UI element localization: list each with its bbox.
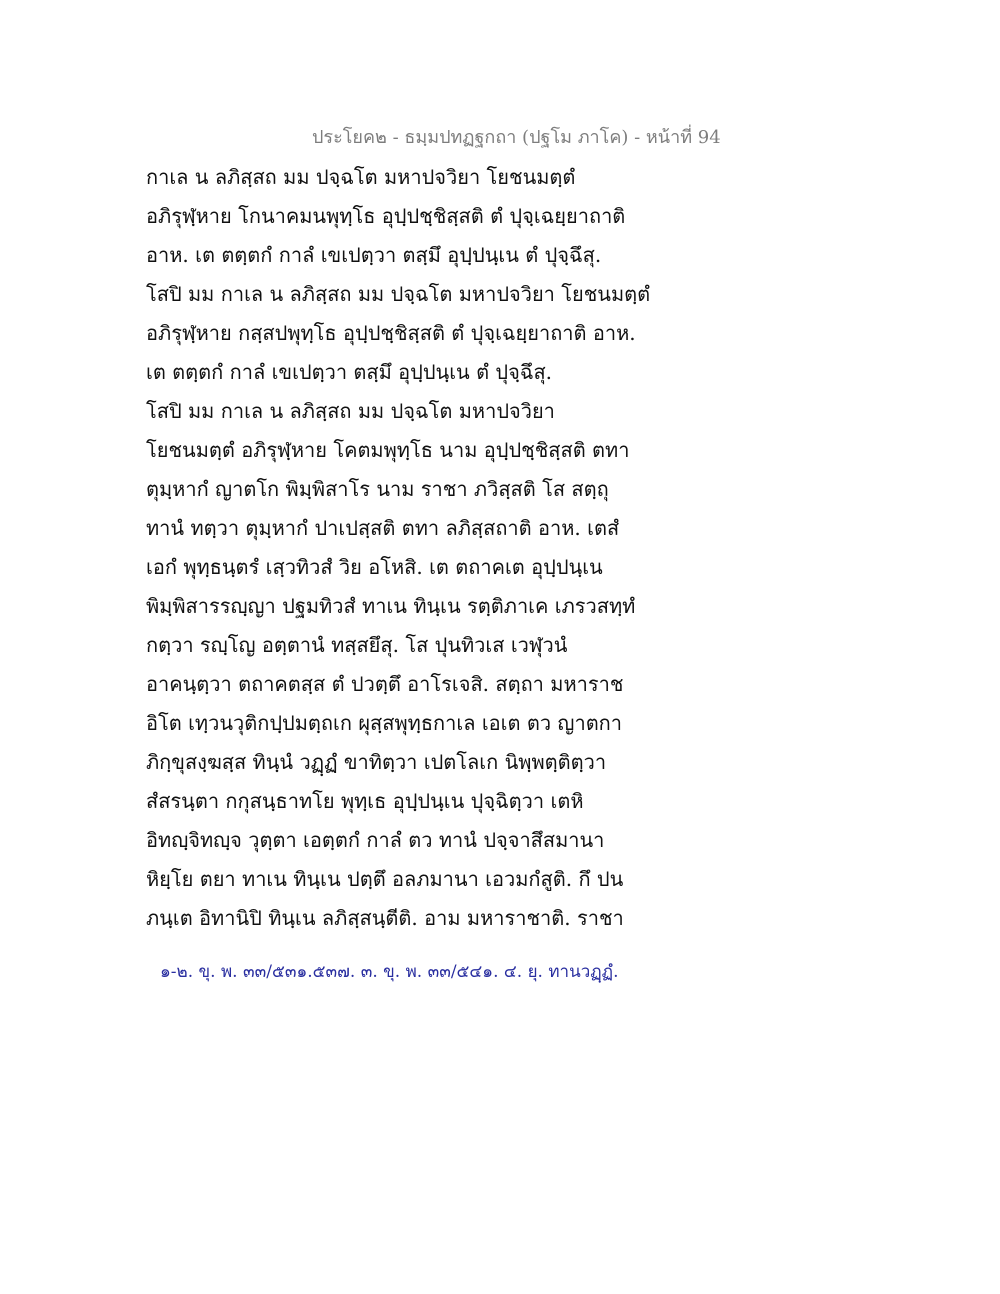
text-line: อภิรุฬฺหาย โกนาคมนพุทฺโธ อุปฺปชฺชิสฺสติ ตํ ปุจฺเฉยฺยาถาติ [146,204,626,228]
text-line: โยชนมตฺตํ อภิรุฬฺหาย โคตมพุทฺโธ นาม อุปฺปชฺชิสฺสติ ตทา [146,438,630,462]
text-line: อาห. เต ตตฺตกํ กาลํ เขเปตฺวา ตสฺมึ อุปฺปนฺเน ตํ ปุจฺฉึสุ. [146,243,602,267]
footnote: ๑-๒. ขุ. พ. ๓๓/๕๓๑.๕๓๗. ๓. ขุ. พ. ๓๓/๕๔๑. ๔. ยุ. ทานวฏฺฏํ. [160,962,619,982]
text-line: หิยฺโย ตยา ทาเน ทินฺเน ปตฺตึ อลภมานา เอวมกํสูติ. กึ ปน [146,867,624,891]
text-line: อิทญฺจิทญฺจ วุตฺตา เอตฺตกํ กาลํ ตว ทานํ ปจฺจาสึสมานา [146,828,605,852]
text-line: กตฺวา รญฺโญ อตฺตานํ ทสฺสยึสุ. โส ปุนทิวเส เวฬุวนํ [146,633,568,657]
text-line: ภิกฺขุสงฺฆสฺส ทินฺนํ วฏฺฏํ ขาทิตฺวา เปตโลเก นิพฺพตฺติตฺวา [146,750,607,774]
text-line: สํสรนฺตา กกุสนฺธาทโย พุทฺเธ อุปฺปนฺเน ปุจฺฉิตฺวา เตหิ [146,789,584,813]
text-line: เต ตตฺตกํ กาลํ เขเปตฺวา ตสฺมึ อุปฺปนฺเน ตํ ปุจฺฉึสุ. [146,360,553,384]
text-line: เอกํ พุทฺธนฺตรํ เสฺวทิวสํ วิย อโหสิ. เต ตถาคเต อุปฺปนฺเน [146,555,603,579]
text-line: อภิรุฬฺหาย กสฺสปพุทฺโธ อุปฺปชฺชิสฺสติ ตํ ปุจฺเฉยฺยาถาติ อาห. [146,321,636,345]
text-line: ทานํ ทตฺวา ตุมฺหากํ ปาเปสฺสติ ตทา ลภิสฺสถาติ อาห. เตสํ [146,516,620,540]
body-text [146,158,706,938]
page-header: ประโยค๒ - ธมฺมปทฏฐกถา (ปฐโม ภาโค) - หน้าที่ 94 [312,127,721,148]
text-line: โสปิ มม กาเล น ลภิสฺสถ มม ปจฺฉโต มหาปจวิยา โยชนมตฺตํ [146,282,651,306]
text-line: กาเล น ลภิสฺสถ มม ปจฺฉโต มหาปจวิยา โยชนมตฺตํ [146,165,576,189]
text-line: อาคนฺตฺวา ตถาคตสฺส ตํ ปวตฺตึ อาโรเจสิ. สตฺถา มหาราช [146,672,624,696]
text-line: ภนฺเต อิทานิปิ ทินฺเน ลภิสฺสนฺตีติ. อาม มหาราชาติ. ราชา [146,906,624,930]
text-line: พิมฺพิสารรญฺญา ปฐมทิวสํ ทาเน ทินฺเน รตฺติภาเค เภรวสทฺทํ [146,594,636,618]
text-line: อิโต เทฺวนวุติกปฺปมตฺถเก ผุสฺสพุทฺธกาเล เอเต ตว ญาตกา [146,711,623,735]
text-line: โสปิ มม กาเล น ลภิสฺสถ มม ปจฺฉโต มหาปจวิยา [146,399,555,423]
text-line: ตุมฺหากํ ญาตโก พิมฺพิสาโร นาม ราชา ภวิสฺสติ โส สตฺถุ [146,477,609,501]
